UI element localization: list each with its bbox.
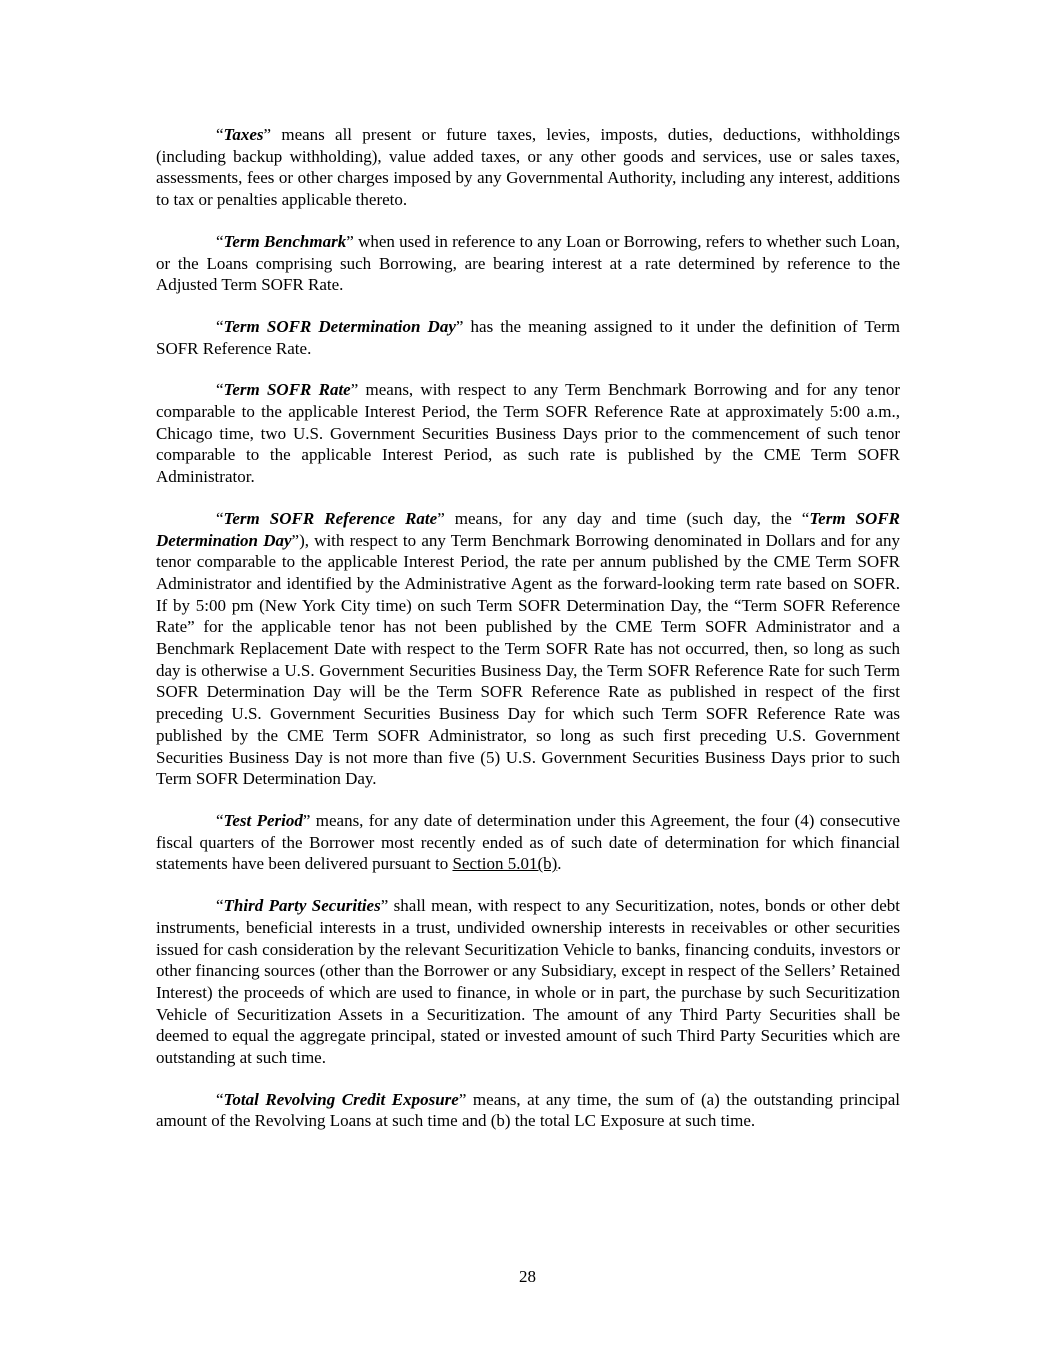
definition-taxes: “Taxes” means all present or future taxes, levies, imposts, duties, deductions, withholdings (including backup withholding), value added taxes, or any other goods and services, use or sales taxes, assessments, fees or other charges imposed by any Governmental Authority, including any interest, additions to tax or penalties applicable thereto. bbox=[156, 125, 900, 210]
defined-term: Third Party Securities bbox=[223, 896, 381, 916]
defined-term: Term Benchmark bbox=[223, 231, 347, 251]
defined-term: Term SOFR Reference Rate bbox=[223, 508, 438, 528]
definitions-section bbox=[156, 124, 900, 1152]
definition-third-party-securities: “Third Party Securities” shall mean, with respect to any Securitization, notes, bonds or other debt instruments, beneficial interests in a trust, undivided ownership interests in receivables or other securities issued for cash consideration by the relevant Securitization Vehicle to banks, financing conduits, investors or other financing sources (other than the Borrower or any Subsidiary, except in respect of the Sellers’ Retained Interest) the proceeds of which are used to finance, in whole or in part, the purchase by such Securitization Vehicle of Securitization Assets in a Securitization. The amount of any Third Party Securities shall be deemed to equal the aggregate principal, stated or invested amount of such Third Party Securities which are outstanding at such time. bbox=[156, 896, 900, 1068]
definition-term-benchmark: “Term Benchmark” when used in reference to any Loan or Borrowing, refers to whether such Loan, or the Loans comprising such Borrowing, are bearing interest at a rate determined by reference to the Adjusted Term SOFR Rate. bbox=[156, 231, 900, 295]
section-cross-reference-link[interactable]: Section 5.01(b) bbox=[452, 854, 558, 874]
definition-total-revolving-credit-exposure: “Total Revolving Credit Exposure” means, at any time, the sum of (a) the outstanding principal amount of the Revolving Loans at such time and (b) the total LC Exposure at such time. bbox=[156, 1089, 900, 1131]
definition-test-period: “Test Period” means, for any date of determination under this Agreement, the four (4) consecutive fiscal quarters of the Borrower most recently ended as of such date of determination for which financial statements have been delivered pursuant to Section 5.01(b). bbox=[156, 810, 900, 874]
definition-text-continued: ”), with respect to any Term Benchmark Borrowing denominated in Dollars and for any tenor comparable to the applicable Interest Period, the rate per annum published by the CME Term SOFR Administrator and identified by the Administrative Agent as the forward-looking term rate based on SOFR. If by 5:00 pm (New York City time) on such Term SOFR Determination Day, the “Term SOFR Reference Rate” for the applicable tenor has not been published by the CME Term SOFR Administrator and a Benchmark Replacement Date with respect to the Term SOFR Rate has not occurred, then, so long as such day is otherwise a U.S. Government Securities Business Day, the Term SOFR Reference Rate for such Term SOFR Determination Day will be the Term SOFR Reference Rate as published in respect of the first preceding U.S. Government Securities Business Day for which such Term SOFR Reference Rate was published by the CME Term SOFR Administrator, so long as such first preceding U.S. Government Securities Business Day is not more than five (5) U.S. Government Securities Business Days prior to such Term SOFR Determination Day. bbox=[156, 530, 900, 789]
definition-text: ” means, for any date of determination under this Agreement, the four (4) consecutive fiscal quarters of the Borrower most recently ended as of such date of determination for which financial statements have been delivered pursuant to bbox=[156, 810, 900, 874]
page-number: 28 bbox=[519, 1267, 536, 1286]
definition-text: ” means, for any day and time (such day, the “ bbox=[437, 508, 810, 528]
defined-term: Test Period bbox=[223, 810, 303, 830]
definition-term-sofr-determination-day: “Term SOFR Determination Day” has the meaning assigned to it under the definition of Term SOFR Reference Rate. bbox=[156, 316, 900, 358]
definition-text: ” when used in reference to any Loan or Borrowing, refers to whether such Loan, or the Loans comprising such Borrowing, are bearing interest at a rate determined by reference to the Adjusted Term SOFR Rate. bbox=[156, 231, 900, 295]
definition-term-sofr-reference-rate: “Term SOFR Reference Rate” means, for any day and time (such day, the “Term SOFR Determination Day”), with respect to any Term Benchmark Borrowing denominated in Dollars and for any tenor comparable to the applicable Interest Period, the rate per annum published by the CME Term SOFR Administrator and identified by the Administrative Agent as the forward-looking term rate based on SOFR. If by 5:00 pm (New York City time) on such Term SOFR Determination Day, the “Term SOFR Reference Rate” for the applicable tenor has not been published by the CME Term SOFR Administrator and a Benchmark Replacement Date with respect to the Term SOFR Rate has not occurred, then, so long as such day is otherwise a U.S. Government Securities Business Day, the Term SOFR Reference Rate for such Term SOFR Determination Day will be the Term SOFR Reference Rate as published in respect of the first preceding U.S. Government Securities Business Day for which such Term SOFR Reference Rate was published by the CME Term SOFR Administrator, so long as such first preceding U.S. Government Securities Business Day is not more than five (5) U.S. Government Securities Business Days prior to such Term SOFR Determination Day. bbox=[156, 508, 901, 789]
definition-text: ” has the meaning assigned to it under the definition of Term SOFR Reference Rate. bbox=[156, 316, 900, 358]
definition-text: ” shall mean, with respect to any Securitization, notes, bonds or other debt instruments, beneficial interests in a trust, undivided ownership interests in receivables or other securities issued for cash consideration by the relevant Securitization Vehicle to banks, financing conduits, investors or other financing sources (other than the Borrower or any Subsidiary, except in respect of the Sellers’ Retained Interest) the proceeds of which are used to finance, in whole or in part, the purchase by such Securitization Vehicle of Securitization Assets in a Securitization. The amount of any Third Party Securities shall be deemed to equal the aggregate principal, stated or invested amount of such Third Party Securities which are outstanding at such time. bbox=[156, 896, 900, 1068]
definition-text: ” means, at any time, the sum of (a) the outstanding principal amount of the Revolving Loans at such time and (b) the total LC Exposure at such time. bbox=[156, 1089, 900, 1131]
definition-term-sofr-rate: “Term SOFR Rate” means, with respect to any Term Benchmark Borrowing and for any tenor comparable to the applicable Interest Period, the Term SOFR Reference Rate at approximately 5:00 a.m., Chicago time, two U.S. Government Securities Business Days prior to the commencement of such tenor comparable to the applicable Interest Period, as such rate is published by the CME Term SOFR Administrator. bbox=[156, 380, 900, 487]
inline-defined-term: Term SOFR Determination Day bbox=[156, 508, 901, 550]
defined-term: Total Revolving Credit Exposure bbox=[223, 1089, 459, 1109]
defined-term: Term SOFR Rate bbox=[223, 380, 351, 400]
definition-text-end: . bbox=[557, 854, 562, 874]
definition-text: ” means, with respect to any Term Benchmark Borrowing and for any tenor comparable to the applicable Interest Period, the Term SOFR Reference Rate at approximately 5:00 a.m., Chicago time, two U.S. Government Securities Business Days prior to the commencement of such tenor comparable to the applicable Interest Period, as such rate is published by the CME Term SOFR Administrator. bbox=[156, 380, 900, 487]
definition-text: ” means all present or future taxes, levies, imposts, duties, deductions, withholdings (including backup withholding), value added taxes, or any other goods and services, use or sales taxes, assessments, fees or other charges imposed by any Governmental Authority, including any interest, additions to tax or penalties applicable thereto. bbox=[156, 125, 900, 210]
defined-term: Taxes bbox=[223, 125, 264, 144]
defined-term: Term SOFR Determination Day bbox=[223, 316, 456, 336]
